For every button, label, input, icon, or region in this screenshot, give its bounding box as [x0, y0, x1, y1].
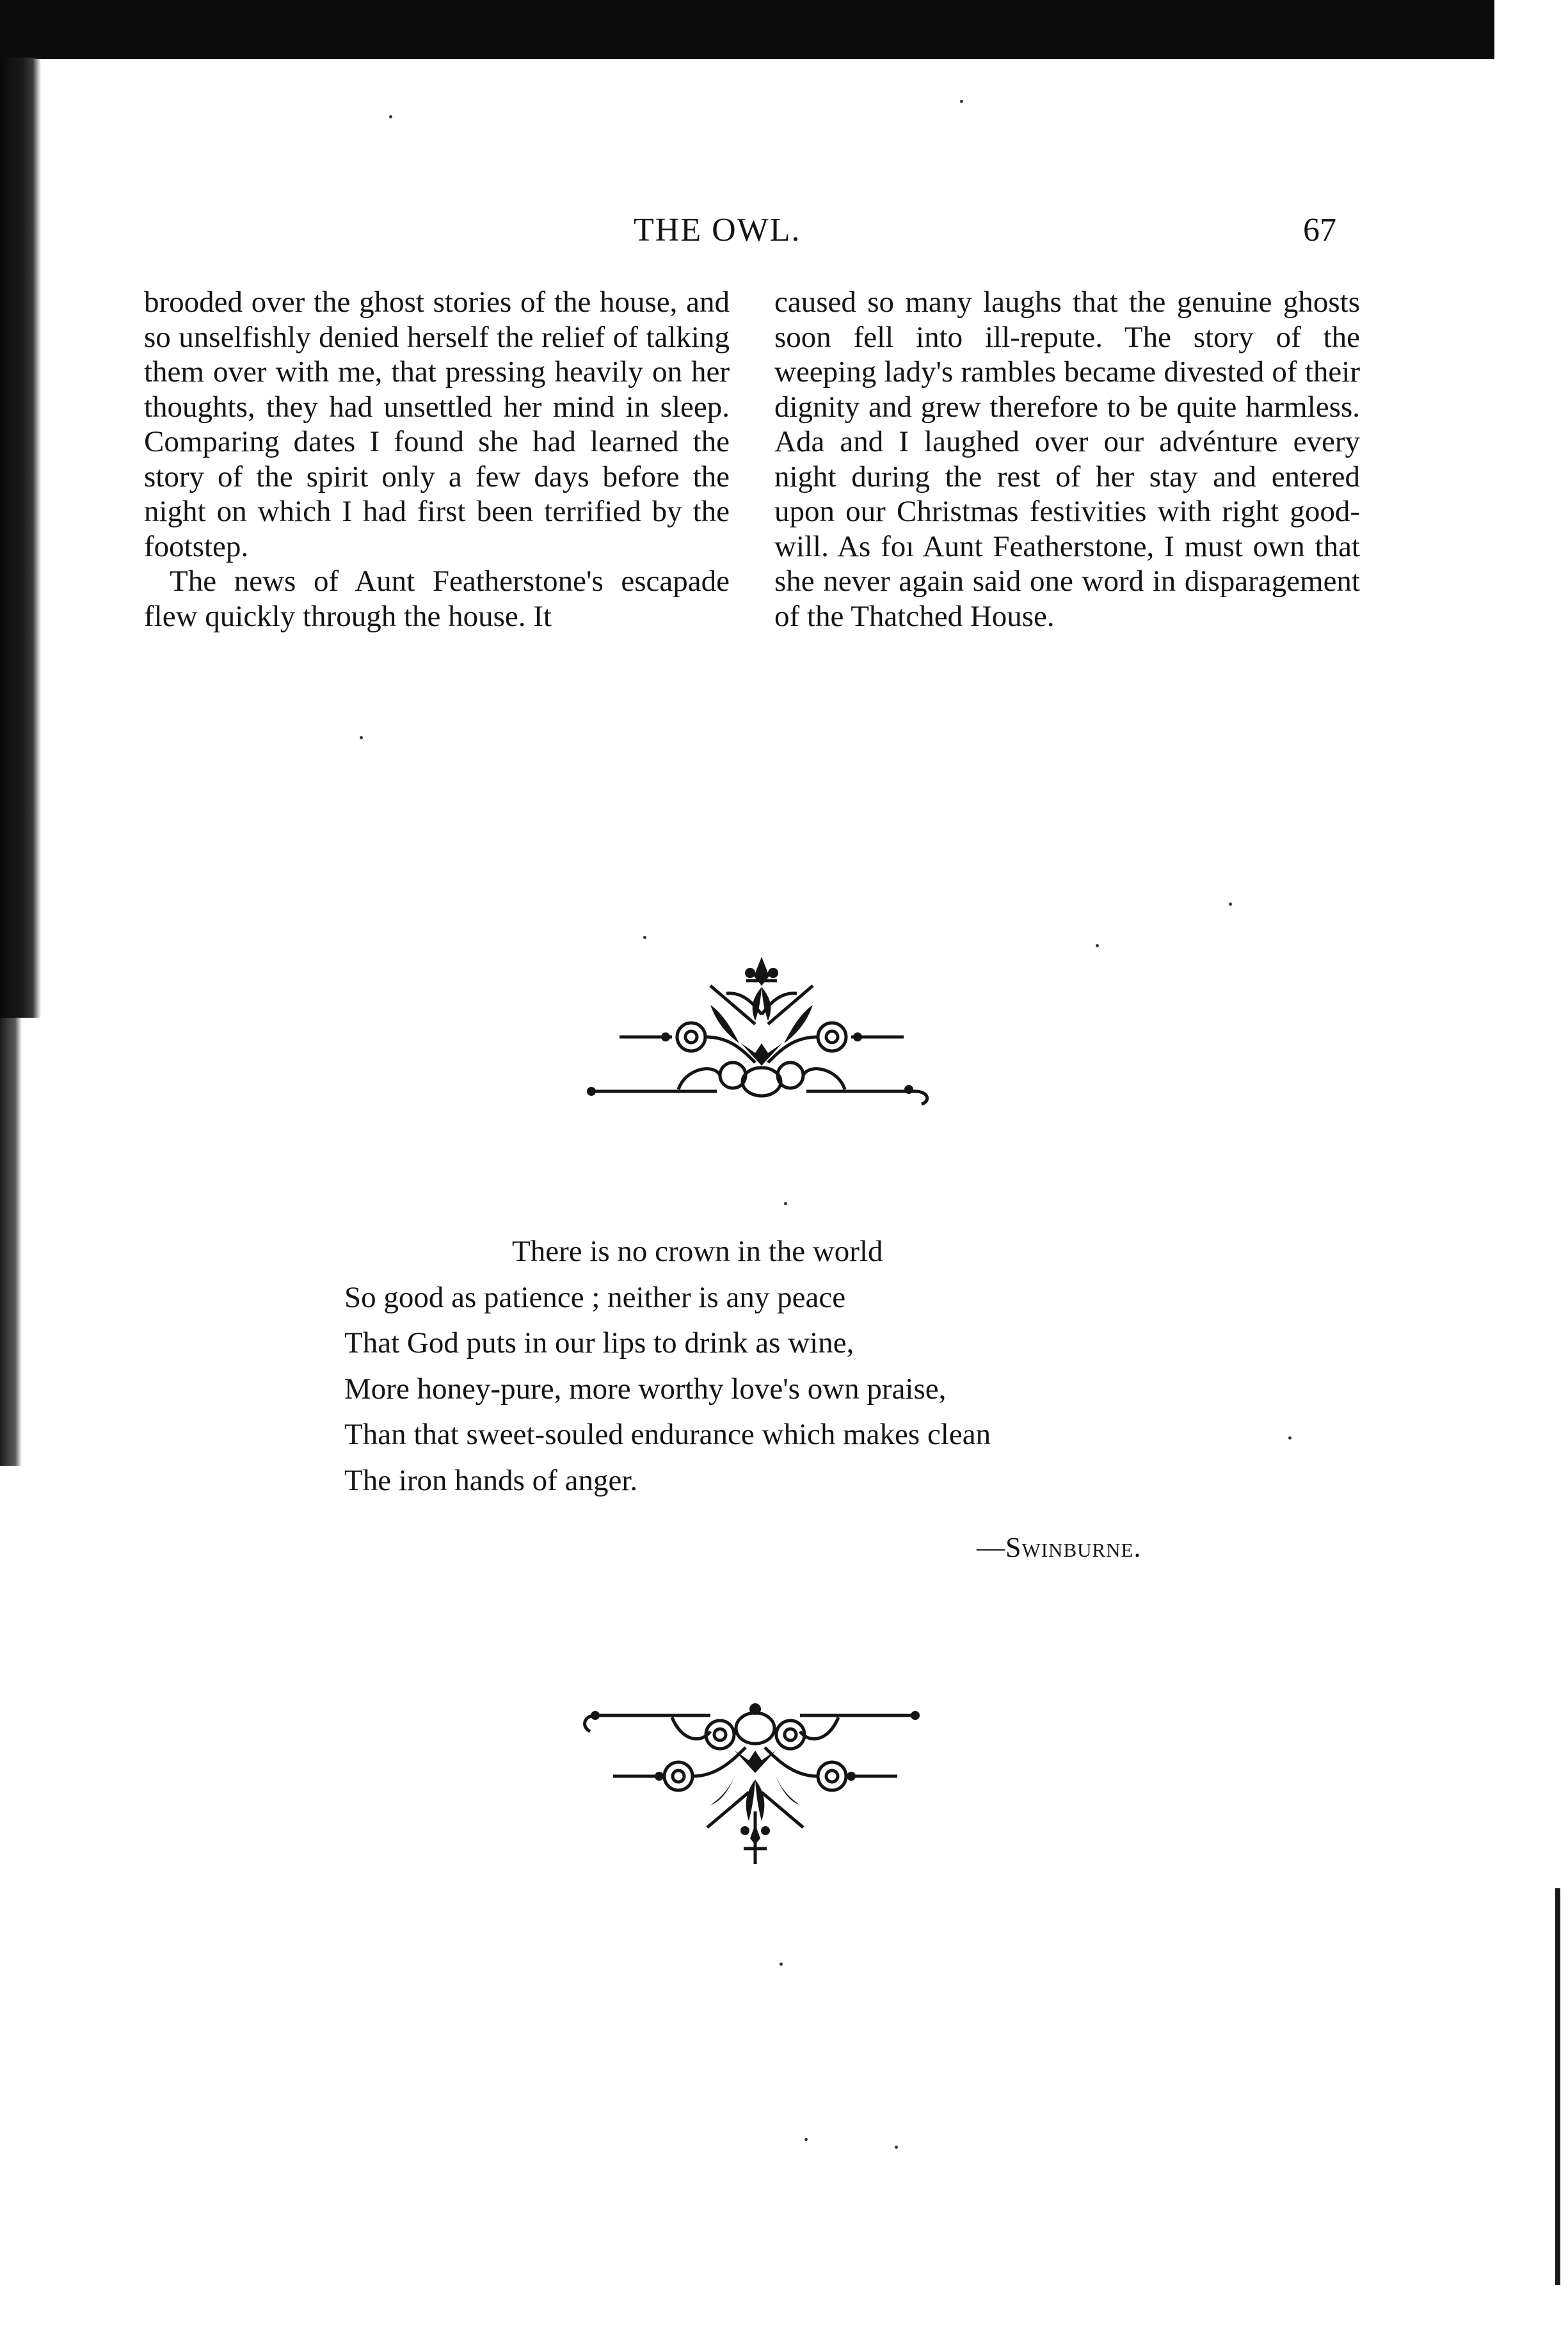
paragraph: brooded over the ghost stories of the house, and so unselfishly denied herself the relief of talking them over with me, that pressing heavily on her thoughts, they had unsettled her mind in sleep. Comparing dates I found she had learned the story of the spirit only a few days before the night on which I had first been terrified by the footstep. — [144, 285, 730, 563]
page-number: 67 — [1303, 212, 1336, 248]
scan-speck — [643, 936, 646, 939]
scan-speck — [1096, 944, 1099, 947]
scan-top-border — [0, 0, 1494, 59]
scan-speck — [784, 1202, 787, 1205]
paragraph: The news of Aunt Featherstone's escapade flew quickly through the house. It — [144, 565, 730, 633]
scan-left-border — [0, 58, 41, 1018]
scan-speck — [895, 2146, 898, 2149]
poem-stanza — [344, 1229, 991, 1504]
scan-right-border — [1555, 1888, 1560, 2285]
scan-speck — [1229, 903, 1232, 906]
poem-line: So good as patience ; neither is any peace — [344, 1280, 846, 1314]
text-column-right — [774, 285, 1360, 634]
poem-line: Than that sweet-souled endurance which makes clean — [344, 1418, 991, 1451]
scan-speck — [780, 1963, 783, 1966]
text-column-left — [144, 285, 730, 634]
paragraph: caused so many laughs that the genuine ghosts soon fell into ill-repute. The story of the weeping lady's rambles became divested of their dignity and grew therefore to be quite harmless. Ada and I laughed over our advénture every night during the rest of her stay and entered upon our Christmas festivities with right good-will. As foı Aunt Featherstone, I must own that she never again said one word in disparagement of the Thatched House. — [774, 285, 1360, 633]
scan-speck — [389, 115, 392, 118]
scan-speck — [960, 100, 963, 103]
poem-attribution: —Swinburne. — [977, 1532, 1142, 1563]
fleuron-ornament-inverted-icon — [576, 1696, 934, 1869]
poem-line: There is no crown in the world — [512, 1235, 883, 1268]
scan-speck — [804, 2138, 808, 2141]
scan-speck — [360, 736, 363, 739]
scan-left-border-lower — [0, 1018, 22, 1466]
poem-line: The iron hands of anger. — [344, 1463, 638, 1497]
scan-speck — [1288, 1436, 1292, 1440]
poem-line: That God puts in our lips to drink as wine, — [344, 1326, 854, 1360]
running-title: THE OWL. — [634, 212, 801, 248]
fleuron-ornament-icon — [582, 947, 941, 1114]
poem-line: More honey-pure, more worthy love's own praise, — [344, 1372, 947, 1406]
